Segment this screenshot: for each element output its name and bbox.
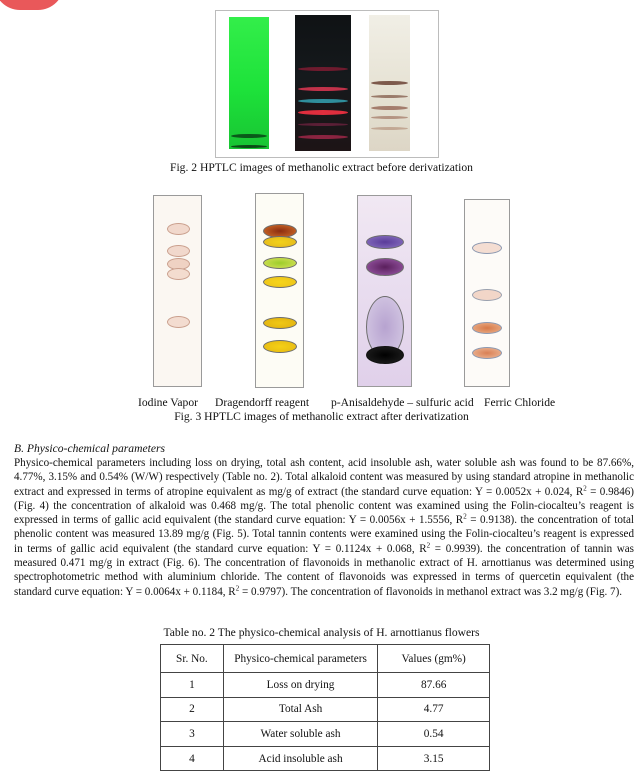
cell-sr-no: 3 [161, 722, 224, 747]
cell-value: 87.66 [378, 673, 490, 698]
cell-sr-no: 4 [161, 746, 224, 771]
label-iodine-vapor: Iodine Vapor [138, 396, 198, 409]
white-light-plate-strip [369, 15, 410, 151]
figure-2-hptlc-before-derivatization [215, 10, 439, 158]
header-values: Values (gm%) [378, 645, 490, 673]
table-header-row [161, 645, 490, 673]
cell-value: 0.54 [378, 722, 490, 747]
label-dragendorff-reagent: Dragendorff reagent [215, 396, 310, 409]
iodine-vapor-plate [153, 195, 202, 387]
p-anisaldehyde-sulfuric-acid-plate [357, 195, 412, 387]
header-sr-no: Sr. No. [161, 645, 224, 673]
cell-parameter: Total Ash [223, 697, 378, 722]
cell-value: 4.77 [378, 697, 490, 722]
table-row [161, 673, 490, 698]
physico-chemical-table [160, 644, 490, 771]
figure-3-caption: Fig. 3 HPTLC images of methanolic extract after derivatization [174, 410, 469, 423]
table-row [161, 722, 490, 747]
dragendorff-reagent-plate [255, 193, 304, 388]
cell-sr-no: 1 [161, 673, 224, 698]
body-paragraph: Physico-chemical parameters including loss on drying, total ash content, acid insoluble ash, water soluble ash was found to be 87.66%, 4.77%, 3.15% and 0.54% (W/W) respectively (Table no. 2). Total alkaloid content was measured by using standard atropine in methanolic extract and expressed in terms of atropine equivalent as mg/g of extract (the standard curve equation: Y = 0.0052x + 0.024, $R^2 = 0.9846$) (Fig. 4) the concentration of alkaloid was 0.468 mg/g. The total phenolic content was examined using the Folin-ciocalteu’s reagent is expressed in terms of gallic acid equivalent (the standard curve equation: Y = 0.0056x + 1.5556, $R^2 = 0.9138$). the concentration of total phenolic content was measured 13.89 mg/g (Fig. 5). Total tannin contents were examined using the Folin-ciocalteu’s reagent is expressed in terms of gallic acid equivalent (the standard curve equation: Y = 0.1124x + 0.068, $R^2 = 0.9939$). the concentration of tannin was measured 0.471 mg/g in extract (Fig. 6). The concentration of flavonoids in methanolic extract of H. arnottianus was determined using spectrophotometric method with aluminium chloride. The content of flavonoids was expressed in terms of quercetin equivalent (the standard curve equation: Y = 0.0064x + 0.1184, $R^2 = 0.9797$). The concentration of flavonoids in methanol extract was 3.2 mg/g (Fig. 7). [14, 457, 635, 598]
cell-sr-no: 2 [161, 697, 224, 722]
table-row [161, 746, 490, 771]
publisher-logo [0, 0, 64, 10]
table-row [161, 697, 490, 722]
table-caption: Table no. 2 The physico-chemical analysis of H. arnottianus flowers [163, 626, 480, 639]
section-heading: B. Physico-chemical parameters [14, 442, 165, 455]
cell-parameter: Acid insoluble ash [223, 746, 378, 771]
cell-value: 3.15 [378, 746, 490, 771]
cell-parameter: Loss on drying [223, 673, 378, 698]
figure-2-caption: Fig. 2 HPTLC images of methanolic extract before derivatization [170, 161, 473, 174]
label-p-anisaldehyde-sulfuric-acid: p-Anisaldehyde – sulfuric acid [331, 396, 474, 409]
label-ferric-chloride: Ferric Chloride [484, 396, 556, 409]
uv254-plate-strip [229, 17, 269, 149]
header-parameters: Physico-chemical parameters [223, 645, 378, 673]
ferric-chloride-plate [464, 199, 510, 387]
cell-parameter: Water soluble ash [223, 722, 378, 747]
uv366-plate-strip [295, 15, 351, 151]
